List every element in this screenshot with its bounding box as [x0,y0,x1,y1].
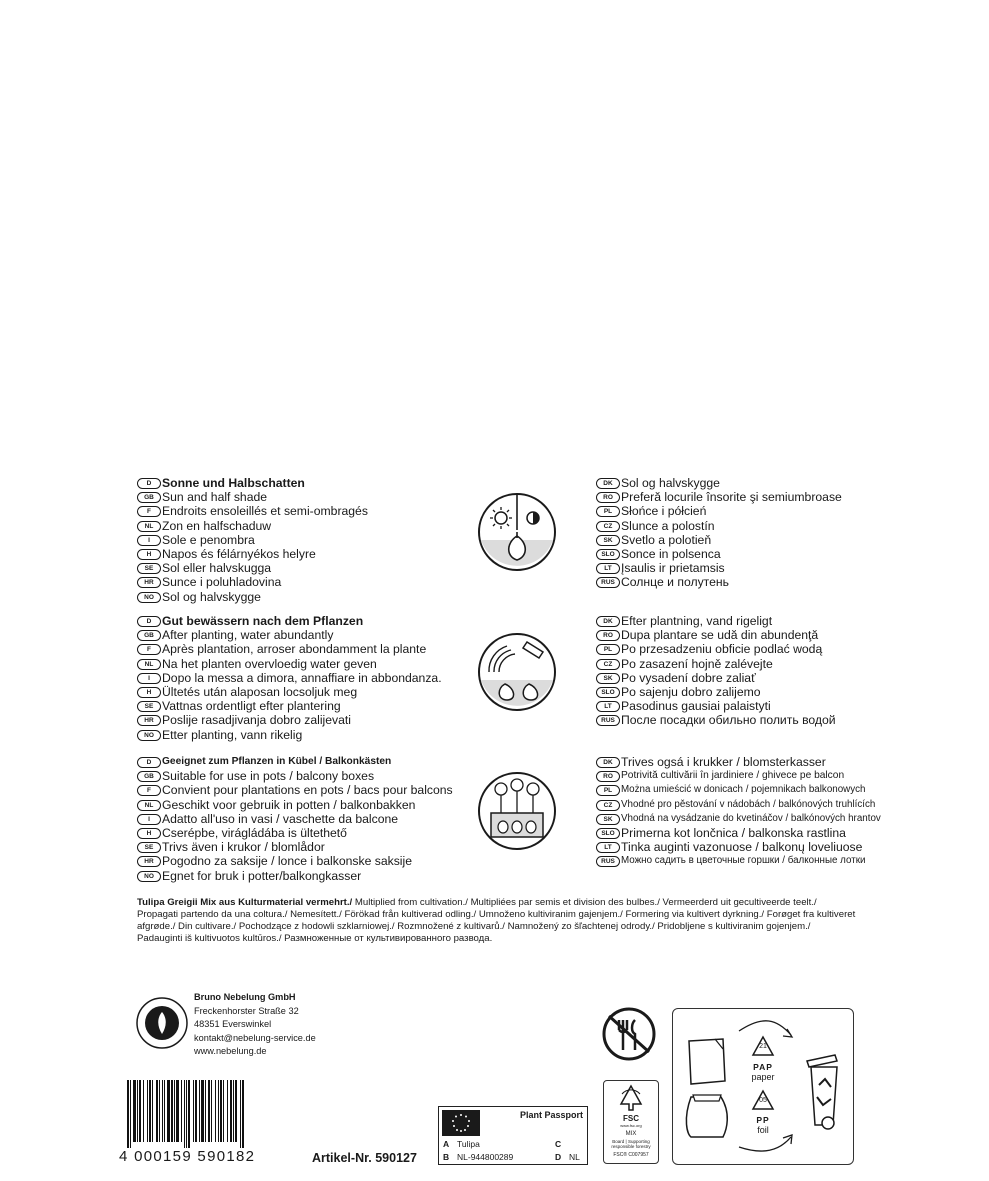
recycling-info [672,1008,854,1165]
language-badge: SLO [596,828,620,839]
language-badge: I [137,535,161,546]
barcode-bar [240,1080,241,1148]
barcode-bar [143,1080,144,1142]
barcode-bar [167,1080,170,1142]
barcode-bar [156,1080,158,1142]
plant-passport-title: Plant Passport [519,1110,583,1120]
instruction-text: После посадки обильно полить водой [621,713,836,728]
language-badge: I [137,673,161,684]
barcode-bar [199,1080,200,1142]
barcode-bar [139,1080,141,1142]
instruction-text: Geschikt voor gebruik in potten / balkonbakken [162,797,416,812]
language-badge: CZ [596,800,620,811]
flower-pot-icon [477,771,557,851]
pap-code: PAP [753,1062,773,1072]
barcode-bar [227,1080,228,1142]
barcode-bar [223,1080,224,1142]
language-badge: NL [137,659,161,670]
fsc-label [603,1080,659,1164]
instruction-text: Tinka auginti vazonuose / balkonų loveliuose [621,840,863,855]
language-badge: NL [137,800,161,811]
instruction-text: Na het planten overvloedig water geven [162,656,377,671]
language-badge: CZ [596,521,620,532]
instruction-text: Sonne und Halbschatten [162,476,305,490]
barcode-icon [119,1080,295,1148]
language-badge: RO [596,492,620,503]
instruction-text: Słońce i półcień [621,504,707,519]
pp-number: 05 [759,1097,767,1104]
instruction-text: Slunce a polostín [621,518,715,533]
instruction-text: Dopo la messa a dimora, annaffiare in abbondanza. [162,670,442,685]
instruction-text: Cserépbe, virágládába is ültethető [162,825,347,840]
barcode-bar [137,1080,138,1142]
instruction-text: Pogodno za saksije / lonce i balkonske saksije [162,854,412,869]
barcode-bar [176,1080,179,1142]
fsc-url: www.fsc.org [620,1123,642,1128]
instruction-text: Potrivită cultivării în jardiniere / ghivece pe balcon [621,770,845,782]
instruction-text: Poslije rasadjivanja dobro zalijevati [162,713,352,728]
barcode-bar [220,1080,222,1142]
instruction-text: Geeignet zum Pflanzen in Kübel / Balkonkästen [162,756,392,767]
language-badge: CZ [596,659,620,670]
company-address [194,991,316,1059]
passport-d-label: D [555,1152,562,1162]
language-badge: HR [137,856,161,867]
barcode-bar [130,1080,131,1148]
language-badge: NO [137,871,161,882]
barcode-bar [230,1080,232,1142]
language-badge: D [137,478,161,489]
language-badge: PL [596,506,620,517]
barcode-bar [171,1080,173,1142]
fsc-mix: MIX [625,1131,637,1137]
instruction-text: Sonce in polsenca [621,546,721,561]
instruction-text: Ültetés után alaposan locsoljuk meg [162,684,358,699]
barcode-bar [242,1080,244,1148]
instruction-text: Sol eller halvskugga [162,561,272,576]
fsc-logo-text: FSC [623,1114,639,1123]
language-badge: H [137,687,161,698]
barcode-bar [186,1080,187,1148]
language-badge: H [137,549,161,560]
instruction-text: After planting, water abundantly [162,628,334,643]
barcode-digits: 4 000159 590182 [119,1148,256,1165]
passport-b-value: NL-944800289 [457,1152,514,1162]
pap-label: paper [751,1072,775,1082]
instruction-text: Sun and half shade [162,490,268,505]
language-badge: RUS [596,856,620,867]
language-badge: GB [137,630,161,641]
instruction-text: Po przesadzeniu obficie podlać wodą [621,642,823,657]
instruction-text: Preferă locurile însorite şi semiumbroase [621,490,842,505]
company-name: Bruno Nebelung GmbH [194,992,296,1002]
passport-a-label: A [443,1139,450,1149]
instruction-text: Suitable for use in pots / balcony boxes [162,769,375,784]
fsc-code: FSC® C007957 [613,1152,649,1158]
language-badge: SK [596,535,620,546]
instruction-text: Sunce i poluhladovina [162,575,282,590]
language-badge: RO [596,630,620,641]
barcode-bar [162,1080,163,1142]
not-food-icon [601,1006,657,1062]
language-badge: RUS [596,715,620,726]
sun-halfshade-icon [477,492,557,572]
passport-b-label: B [443,1152,450,1162]
instruction-text: Pasodinus gausiai palaistyti [621,699,771,714]
barcode-bar [193,1080,194,1142]
company-website: www.nebelung.de [194,1046,267,1056]
language-badge: HR [137,577,161,588]
barcode-bar [208,1080,210,1142]
language-badge: NL [137,521,161,532]
barcode-bar [164,1080,165,1142]
language-badge: HR [137,715,161,726]
language-badge: D [137,616,161,627]
eu-flag-icon [442,1110,480,1136]
instruction-text: Endroits ensoleillés et semi-ombragés [162,504,368,519]
instruction-text: Zon en halfschaduw [162,518,272,533]
language-badge: DK [596,478,620,489]
language-badge: LT [596,701,620,712]
barcode-bar [174,1080,175,1142]
language-badge: SE [137,842,161,853]
language-badge: D [137,757,161,768]
barcode-bar [201,1080,204,1142]
instruction-text: Après plantation, arroser abondamment la plante [162,642,427,657]
company-email: kontakt@nebelung-service.de [194,1032,316,1043]
language-badge: F [137,506,161,517]
language-badge: GB [137,771,161,782]
barcode-bar [159,1080,160,1142]
barcode-bar [211,1080,212,1142]
language-badge: GB [137,492,161,503]
language-badge: H [137,828,161,839]
instruction-text: Trives ogsá i krukker / blomsterkasser [621,755,826,769]
language-badge: F [137,785,161,796]
barcode-bar [215,1080,216,1142]
instruction-text: Можно садить в цветочные горшки / балконные лотки [621,855,866,867]
barcode-bar [188,1080,190,1148]
barcode-bar [152,1080,153,1142]
barcode-bar [218,1080,219,1142]
language-badge: SE [137,701,161,712]
article-number: Artikel-Nr. 590127 [312,1151,417,1165]
instruction-text: Można umieścić w donicach / pojemnikach balkonowych [621,784,866,796]
pp-label: foil [757,1125,769,1135]
language-badge: SLO [596,549,620,560]
instruction-text: Vattnas ordentligt efter plantering [162,699,341,714]
fsc-description: Board | Supporting responsible forestry [611,1139,651,1149]
instruction-text: Egnet for bruk i potter/balkongkasser [162,868,362,883]
barcode-bar [133,1080,136,1142]
language-badge: NO [137,592,161,603]
instruction-text: Dupa plantare se udă din abundenţă [621,628,819,643]
instruction-text: Napos és félárnyékos helyre [162,546,316,561]
barcode-bar [149,1080,151,1142]
instruction-text: Po vysadení dobre zaliať [621,670,756,685]
language-badge: DK [596,616,620,627]
language-badge: F [137,644,161,655]
instruction-text: Convient pour plantations en pots / bacs pour balcons [162,783,453,798]
instruction-text: Primerna kot lončnica / balkonska rastlina [621,825,846,840]
barcode-bar [205,1080,206,1142]
language-badge: DK [596,757,620,768]
language-badge: PL [596,644,620,655]
instruction-text: Etter planting, vann rikelig [162,727,303,742]
plant-passport [438,1106,588,1165]
origin-body: Multiplied from cultivation./ Multipliées par semis et division des bulbes./ Vermeerderd uit gecultiveerde teelt./ Propagati partendo da una coltura./ Nemesített./ Förökad från kultiverad odling./ Umnoženo kultiviranim gajenjem./ Formering via kultivert dyrkning./ Forøget fra kultiveret afgrøde./ Din cultivare./ Pochodzące z hodowli szklarniowej./ Rozmnožené z kultivarů./ Namnožený zo šľachtenej odrody./ Pridobljene s kultiviranim gojenjem./ Padauginti iš kultivuotos kultūros./ Размноженные от культивированного развода. [137,897,856,944]
watering-can-icon [477,632,557,712]
language-badge: NO [137,730,161,741]
language-badge: SK [596,673,620,684]
instruction-text: Efter plantning, vand rigeligt [621,614,773,628]
language-badge: RUS [596,577,620,588]
language-badge: PL [596,785,620,796]
passport-c-label: C [555,1139,562,1149]
recycling-graphic [673,1009,853,1164]
barcode-bar [127,1080,129,1148]
barcode-bar [147,1080,148,1142]
instruction-text: Įsaulis ir prietamsis [621,561,725,576]
pap-number: 21 [759,1043,767,1050]
instruction-text: Po zasazení hojně zalévejte [621,656,773,671]
passport-d-value: NL [569,1152,580,1162]
instruction-text: Vhodné pro pěstování v nádobách / balkónových truhlících [621,798,876,810]
barcode-bar [235,1080,237,1142]
instruction-text: Vhodná na vysádzanie do kvetináčov / balkónových hrantov [621,812,881,824]
fsc-tree-icon [616,1084,646,1112]
language-badge: LT [596,563,620,574]
instruction-text: Sol og halvskygge [621,476,720,490]
instruction-text: Солнце и полутень [621,575,729,590]
company-city: 48351 Everswinkel [194,1019,272,1029]
language-badge: I [137,814,161,825]
instruction-text: Sole e penombra [162,532,255,547]
barcode-bar [195,1080,197,1142]
language-badge: RO [596,771,620,782]
pp-code: PP [756,1115,770,1125]
language-badge: LT [596,842,620,853]
language-badge: SLO [596,687,620,698]
sustainable-supplier-seal-icon [135,996,189,1050]
origin-bold: Tulipa Greigii Mix aus Kulturmaterial vermehrt./ [137,897,353,908]
passport-a-value: Tulipa [457,1139,480,1149]
instruction-text: Adatto all'uso in vasi / vaschette da balcone [162,811,399,826]
barcode-bar [233,1080,234,1142]
origin-text [137,897,857,945]
instruction-text: Gut bewässern nach dem Pflanzen [162,614,364,628]
language-badge: SK [596,814,620,825]
instruction-text: Svetlo a polotieň [621,532,712,547]
instruction-text: Sol og halvskygge [162,589,261,604]
instruction-text: Trivs även i krukor / blomlådor [162,840,325,855]
company-street: Freckenhorster Straße 32 [194,1005,299,1016]
instruction-text: Po sajenju dobro zalijemo [621,684,761,699]
language-badge: SE [137,563,161,574]
barcode-bar [184,1080,185,1148]
barcode-bar [181,1080,182,1142]
